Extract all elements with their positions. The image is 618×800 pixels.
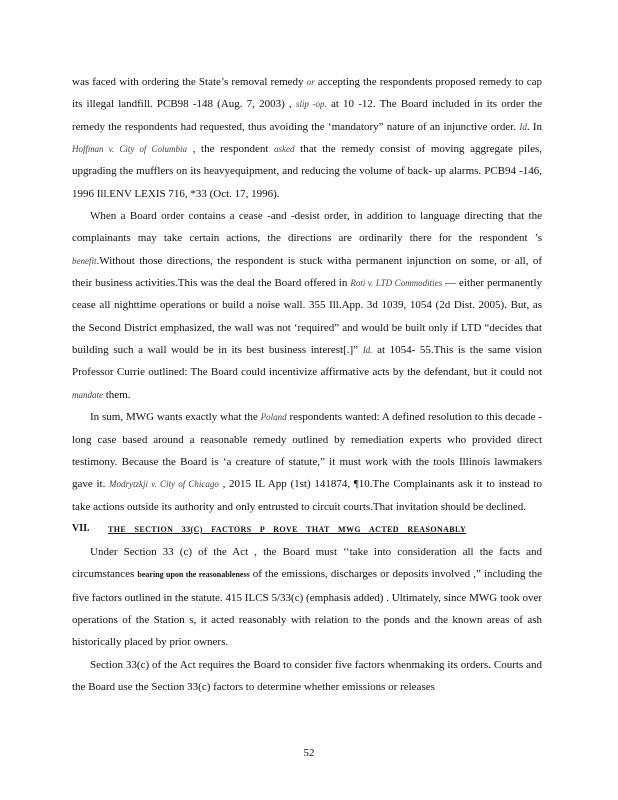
page-number: 52: [303, 747, 315, 759]
paragraph-5: [72, 654, 542, 699]
paragraph-3: [72, 406, 542, 518]
text-run: them.: [105, 388, 131, 401]
italic-text: benefit: [72, 255, 97, 266]
citation-id: Id: [519, 121, 527, 132]
text-run: Section 33(c) of the Act requires the Board to consider five factors whenmaking its orders. Courts and the Board use the Section 33(c) factors to determine whether emissions or releases: [72, 658, 542, 693]
italic-text: or: [306, 77, 315, 87]
italic-text: slip -op.: [295, 99, 327, 110]
text-run: — either permanently cease all nighttime operations or build a noise wall. 355 Ill.App. 3d 1039, 1054 (2d Dist. 2005). But, as the Second District emphasized, the wall was not ‘required” and would be built only if LTD “decides that building such a wall would be in its best business interest[.]”: [72, 277, 543, 357]
paragraph-1: [72, 71, 542, 205]
section-title: THE SECTION 33(C) FACTORS P ROVE THAT MWG ACTED REASONABLY: [108, 524, 467, 534]
case-name: Roti v. LTD Commodities: [350, 278, 443, 289]
text-run: .Without those directions, the respondent is stuck witha permanent injunction on some, or all, of their business activities.This was the deal the Board offered in: [72, 254, 542, 290]
paragraph-2: [72, 205, 542, 406]
text-run: , 2015 IL App (1st) 141874, ¶10.The Complainants ask it to instead to take actions outside its authority and only entrusted to circuit courts.That invitation should be declined.: [72, 478, 542, 513]
emphasis-text: bearing upon the reasonableness: [137, 570, 250, 580]
text-run: was faced with ordering the State’s removal remedy: [72, 76, 304, 88]
body-text: [72, 71, 542, 698]
text-run: Under Section 33 (c) of the Act , the Board must ‘‘take into consideration all the facts and circumstances: [72, 545, 542, 581]
text-run: respondents wanted: A defined resolution to this decade -long case based around a reasonable remedy outlined by remediation experts who provided direct testimony. Because the Board is ‘a creature of statute,” it must work with the tools Illinois lawmakers gave it.: [72, 411, 543, 491]
paragraph-4: [72, 541, 542, 654]
italic-text: mandate: [72, 389, 103, 400]
case-name: Modrytzkji v. City of Chicago: [109, 479, 219, 490]
case-name: Poland: [260, 412, 287, 423]
text-run: that the remedy consist of moving aggregate piles, upgrading the mufflers on its heavyequipment, and reducing the volume of back- up alarms. PCB94 -146, 1996 Ill.ENV LEXIS 716, *33 (Oct. 17, 1996).: [72, 143, 543, 200]
text-run: , the respondent: [192, 143, 269, 156]
text-run: . In: [526, 120, 542, 133]
text-run: of the emissions, discharges or deposits involved ,” including the five factors outlined in the statute. 415 ILCS 5/33(c) (emphasis added) . Ultimately, since MWG took over operations of the Station s, it acted reasonably with relation to the ponds and the known areas of ash historically placed by prior owners.: [72, 568, 543, 649]
text-run: at 1054- 55.This is the same vision Professor Currie outlined: The Board could incentivize affirmative acts by the defendant, but it could not: [72, 344, 542, 379]
italic-text: asked: [274, 144, 295, 155]
text-run: accepting the respondents proposed remedy to cap its illegal landfill. PCB98 -148 (Aug. 7, 2003) ,: [72, 76, 543, 111]
text-run: In sum, MWG wants exactly what the: [90, 411, 258, 424]
section-number: VII.: [72, 522, 90, 534]
case-name: Hoffman v. City of Columbia: [72, 144, 188, 155]
citation-id: Id.: [362, 345, 373, 356]
text-run: at 10 -12. The Board included in its order the remedy the respondents had requested, thus avoiding the ‘mandatory” nature of an injunctive order.: [72, 98, 542, 133]
text-run: When a Board order contains a cease -and -desist order, in addition to language directing that the complainants may take certain actions, the directions are ordinarily there for the respondent ’s: [72, 210, 542, 245]
section-heading: [72, 520, 542, 539]
